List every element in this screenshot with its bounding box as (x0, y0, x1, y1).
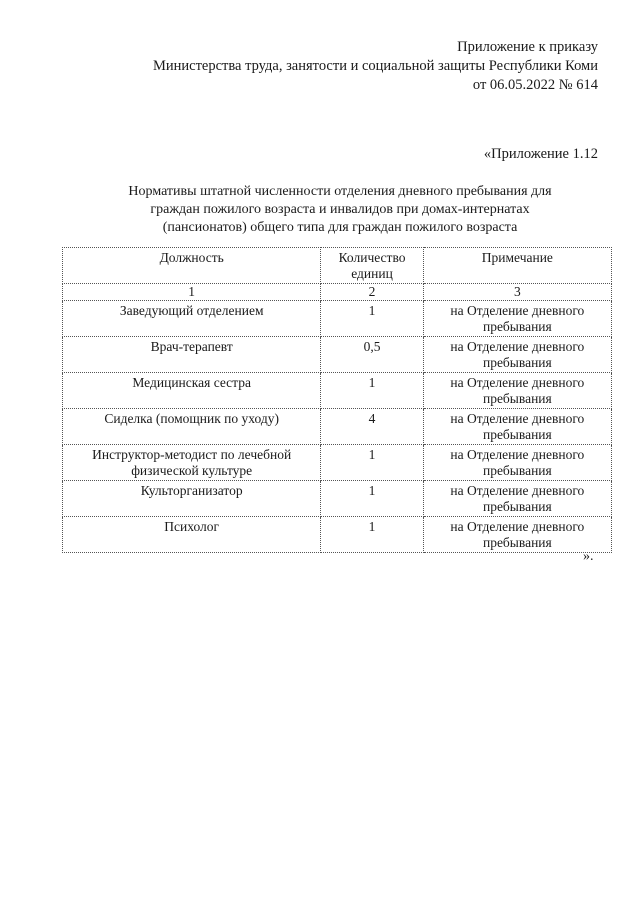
position-cell: Медицинская сестра (63, 373, 321, 409)
position-cell: Психолог (63, 517, 321, 553)
quantity-cell: 0,5 (321, 337, 423, 373)
note-cell: на Отделение дневного пребывания (423, 301, 611, 337)
note-cell: на Отделение дневного пребывания (423, 373, 611, 409)
table-row (63, 517, 612, 553)
quantity-cell: 4 (321, 409, 423, 445)
order-reference-header (153, 38, 598, 95)
staffing-table (62, 247, 612, 553)
column-number-row (63, 284, 612, 301)
quantity-cell: 1 (321, 301, 423, 337)
position-cell: Инструктор-методист по лечебной физической культуре (63, 445, 321, 481)
order-reference-line-3: от 06.05.2022 № 614 (472, 77, 598, 93)
closing-quote-mark: ». (583, 549, 594, 564)
column-number: 1 (63, 284, 321, 301)
appendix-label: «Приложение 1.12 (483, 146, 598, 162)
table-row (63, 481, 612, 517)
note-cell: на Отделение дневного пребывания (423, 337, 611, 373)
table-row (63, 337, 612, 373)
note-cell: на Отделение дневного пребывания (423, 445, 611, 481)
quantity-cell: 1 (321, 517, 423, 553)
column-header-quantity: Количество единиц (321, 248, 423, 284)
document-title-line-3: (пансионатов) общего типа для граждан пожилого возраста (162, 220, 518, 235)
column-header-position: Должность (63, 248, 321, 284)
note-cell: на Отделение дневного пребывания (423, 517, 611, 553)
table-row (63, 373, 612, 409)
table-row (63, 409, 612, 445)
quantity-cell: 1 (321, 481, 423, 517)
column-number: 3 (423, 284, 611, 301)
quantity-cell: 1 (321, 373, 423, 409)
position-cell: Культорганизатор (63, 481, 321, 517)
position-cell: Заведующий отделением (63, 301, 321, 337)
table-row (63, 301, 612, 337)
column-header-note: Примечание (423, 248, 611, 284)
document-title-line-1: Нормативы штатной численности отделения дневного пребывания для (128, 184, 552, 199)
quantity-cell: 1 (321, 445, 423, 481)
order-reference-line-1: Приложение к приказу (457, 39, 598, 55)
position-cell: Врач-терапевт (63, 337, 321, 373)
column-number: 2 (321, 284, 423, 301)
document-title (70, 183, 610, 237)
position-cell: Сиделка (помощник по уходу) (63, 409, 321, 445)
table-header-row (63, 248, 612, 284)
note-cell: на Отделение дневного пребывания (423, 409, 611, 445)
order-reference-line-2: Министерства труда, занятости и социальной защиты Республики Коми (152, 58, 598, 74)
table-row (63, 445, 612, 481)
document-title-line-2: граждан пожилого возраста и инвалидов при домах-интернатах (150, 202, 530, 217)
note-cell: на Отделение дневного пребывания (423, 481, 611, 517)
